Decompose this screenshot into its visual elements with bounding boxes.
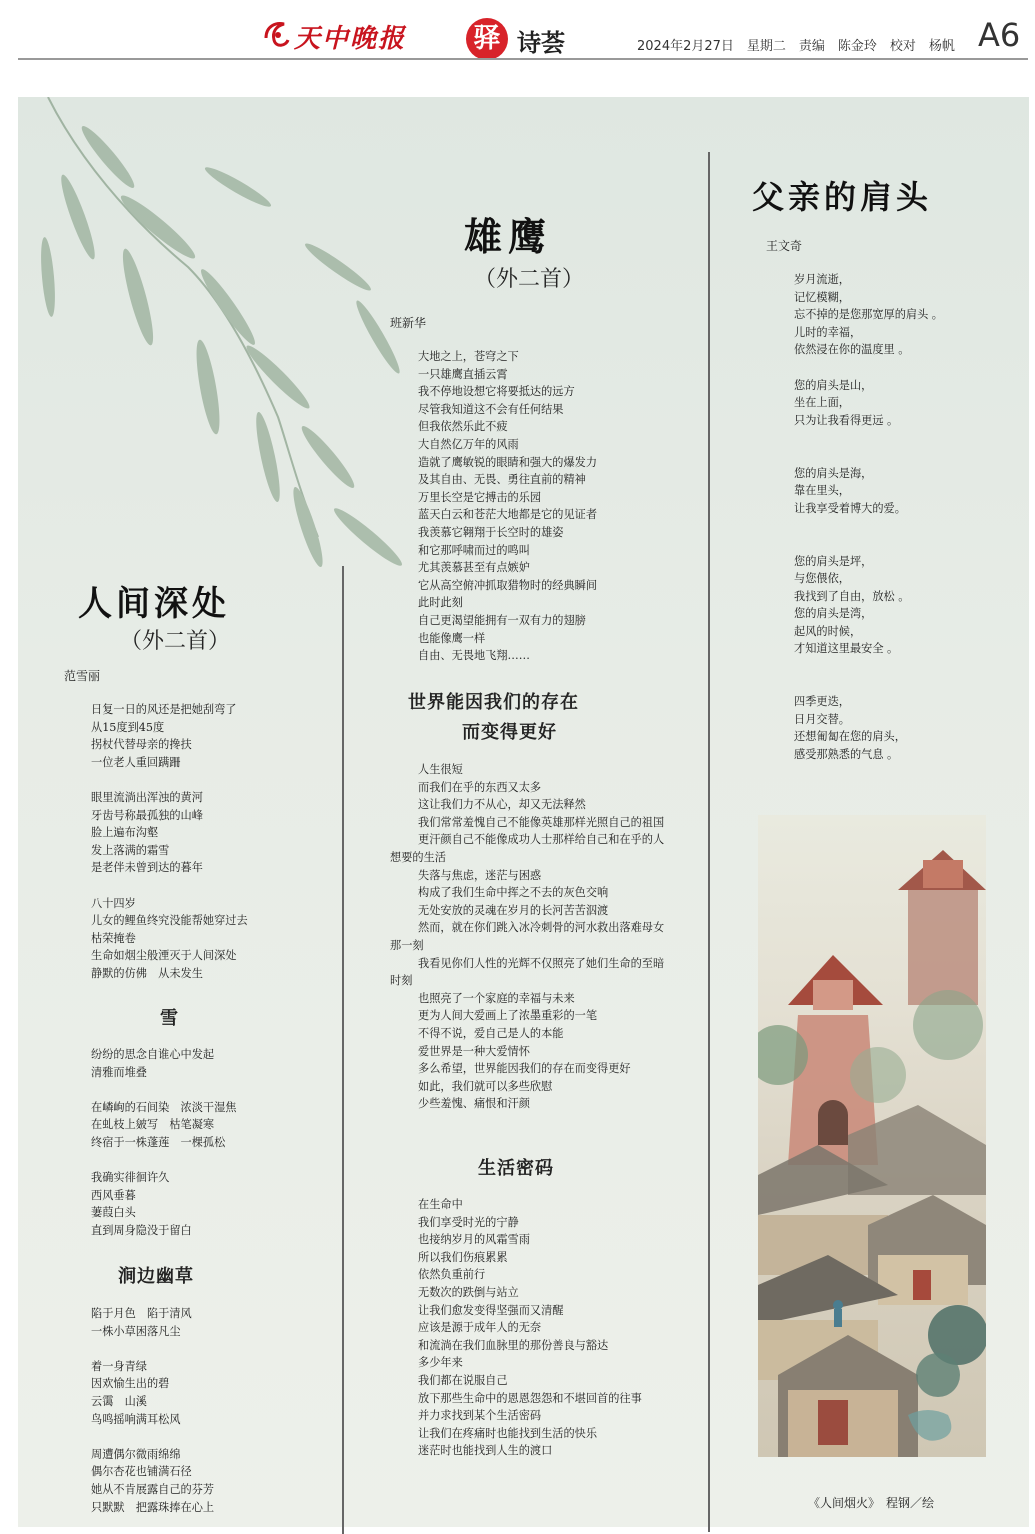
poem-line: 和流淌在我们血脉里的那份善良与豁达 bbox=[418, 1338, 609, 1352]
painting-artwork bbox=[758, 815, 986, 1457]
poem-body-father bbox=[794, 271, 943, 764]
poem-line: 西风垂暮 bbox=[91, 1188, 136, 1202]
poem-title-life-code: 生活密码 bbox=[478, 1158, 554, 1179]
poem-line: 不得不说，爱自己是人的本能 bbox=[418, 1026, 564, 1040]
poem-line: 忘不掉的是您那宽厚的肩头 。 bbox=[794, 308, 943, 322]
poem-line: 我找到了自由，放松 。 bbox=[794, 589, 910, 603]
newspaper-logo-icon bbox=[262, 18, 292, 52]
poem-line: 只为让我看得更远 。 bbox=[794, 413, 899, 427]
poem-line: 更为人间大爱画上了浓墨重彩的一笔 bbox=[418, 1009, 598, 1023]
poem-line: 拐杖代替母亲的搀扶 bbox=[91, 738, 192, 752]
poem-line: 依然负重前行 bbox=[418, 1268, 486, 1282]
bamboo-leaves-decoration bbox=[18, 97, 438, 657]
poem-line: 陷于月色 陷于清风 bbox=[91, 1307, 192, 1320]
poem-line: 造就了鹰敏锐的眼睛和强大的爆发力 bbox=[418, 455, 598, 469]
poem-body-left-2 bbox=[91, 1046, 236, 1240]
stanza-break bbox=[794, 517, 943, 535]
poem-line: 周遭偶尔微雨绵绵 bbox=[91, 1447, 181, 1461]
poem-line: 自由、无畏地飞翔…… bbox=[418, 649, 530, 663]
poem-line: 记忆模糊， bbox=[794, 290, 850, 304]
poem-title-grass: 涧边幽草 bbox=[118, 1266, 194, 1287]
poem-line: 眼里流淌出浑浊的黄河 bbox=[91, 790, 203, 804]
stanza-break bbox=[91, 1428, 214, 1446]
poem-line: 感受那熟悉的气息 。 bbox=[794, 748, 899, 762]
section-badge: 驿 bbox=[466, 18, 508, 60]
poem-title-left: 人间深处 bbox=[78, 584, 230, 624]
poem-line: 而我们在乎的东西又太多 bbox=[418, 780, 542, 794]
poem-line: 让我们愈发变得坚强而又清醒 bbox=[418, 1303, 564, 1317]
poem-line: 爱世界是一种大爱情怀 bbox=[418, 1044, 530, 1058]
poem-line: 着一身青绿 bbox=[91, 1359, 147, 1373]
poem-title-world-line1: 世界能因我们的存在 bbox=[408, 692, 579, 713]
poem-line: 岁月流逝， bbox=[794, 273, 850, 286]
poem-line: 多少年来 bbox=[418, 1356, 463, 1370]
page-header bbox=[0, 0, 1035, 70]
poem-line: 但我依然乐此不疲 bbox=[418, 420, 508, 434]
poem-line: 日复一日的风还是把她刮弯了 bbox=[91, 703, 237, 716]
poem-line: 生命如烟尘般湮灭于人间深处 bbox=[91, 949, 237, 963]
poem-line: 多么希望，世界能因我们的存在而变得更好 bbox=[418, 1062, 631, 1076]
poem-subtitle-left: （外二首） bbox=[120, 629, 231, 654]
poem-line: 我羡慕它翱翔于长空时的雄姿 bbox=[418, 525, 564, 539]
poem-line: 您的肩头是山， bbox=[794, 378, 873, 392]
stanza-break bbox=[91, 877, 248, 895]
poem-line: 她从不肯展露自己的芬芳 bbox=[91, 1482, 215, 1496]
poem-line: 无处安放的灵魂在岁月的长河苦苦泅渡 bbox=[418, 903, 609, 917]
poem-line: 放下那些生命中的恩恩怨怨和不堪回首的往事 bbox=[418, 1391, 642, 1405]
painting-caption: 《人间烟火》 程钢／绘 bbox=[808, 1496, 935, 1510]
poem-line: 然而，就在你们跳入冰冷刺骨的河水救出落难母女那一刻 bbox=[390, 921, 665, 952]
poem-line: 构成了我们生命中挥之不去的灰色交响 bbox=[418, 886, 609, 900]
poem-title-world-line2: 而变得更好 bbox=[462, 722, 557, 743]
poem-line: 尤其羡慕甚至有点嫉妒 bbox=[418, 561, 530, 575]
poem-line: 一株小草困落凡尘 bbox=[91, 1324, 181, 1338]
poem-line: 才知道这里最安全 。 bbox=[794, 642, 899, 656]
column-divider-right bbox=[708, 152, 710, 1532]
poem-body-left-3 bbox=[91, 1305, 214, 1516]
poem-line: 纷纷的思念自谁心中发起 bbox=[91, 1048, 215, 1061]
poem-line: 少些羞愧、痛恨和汗颜 bbox=[418, 1097, 530, 1111]
poem-body-left-1 bbox=[91, 701, 248, 983]
poem-line: 万里长空是它搏击的乐园 bbox=[418, 490, 542, 504]
poem-line: 尽管我知道这不会有任何结果 bbox=[418, 402, 564, 416]
poem-line: 我不停地设想它将要抵达的远方 bbox=[418, 385, 575, 399]
poem-line: 您的肩头是湾， bbox=[794, 607, 873, 621]
poem-line: 靠在里头， bbox=[794, 484, 850, 498]
author-middle: 班新华 bbox=[390, 316, 427, 330]
poem-line: 也能像鹰一样 bbox=[418, 631, 486, 645]
poem-line: 终宿于一株蓬莲 一棵孤松 bbox=[91, 1135, 226, 1149]
poem-line: 更汗颜自己不能像成功人士那样给自己和在乎的人想要的生活 bbox=[390, 833, 665, 864]
poem-line: 及其自由、无畏、勇往直前的精神 bbox=[418, 473, 586, 487]
header-divider bbox=[18, 58, 1028, 60]
poem-line: 还想匍匐在您的肩头， bbox=[794, 730, 906, 744]
poem-line: 萋葭白头 bbox=[91, 1206, 136, 1220]
author-right: 王文奇 bbox=[766, 239, 803, 253]
poem-line: 蓝天白云和苍茫大地都是它的见证者 bbox=[418, 508, 598, 522]
poem-line: 迷茫时也能找到人生的渡口 bbox=[418, 1444, 553, 1458]
poem-line: 静默的仿佛 从未发生 bbox=[91, 966, 203, 980]
poem-line: 与您偎依， bbox=[794, 572, 850, 586]
poem-line: 枯荣掩卷 bbox=[91, 931, 136, 945]
poem-line: 在虬枝上皴写 枯笔凝寒 bbox=[91, 1118, 215, 1132]
poem-line: 和它那呼啸而过的鸣叫 bbox=[418, 543, 530, 557]
poem-line: 人生很短 bbox=[418, 763, 463, 776]
poem-line: 偶尔杏花也铺满石径 bbox=[91, 1465, 192, 1479]
poem-line: 我看见你们人性的光辉不仅照亮了她们生命的至暗时刻 bbox=[390, 956, 665, 988]
poem-line: 从15度到45度 bbox=[91, 720, 165, 734]
stanza-break bbox=[91, 1152, 236, 1170]
poem-line: 您的肩头是海， bbox=[794, 466, 873, 480]
poem-line: 它从高空俯冲抓取猎物时的经典瞬间 bbox=[418, 578, 598, 592]
poem-line: 这让我们力不从心，却又无法释然 bbox=[418, 798, 586, 812]
poem-line: 发上落满的霜雪 bbox=[91, 843, 170, 857]
poem-line: 我们都在说服自己 bbox=[418, 1373, 508, 1387]
column-divider-left bbox=[342, 566, 344, 1534]
poem-title-eagle: 雄鹰 bbox=[464, 214, 553, 259]
painting-illustration bbox=[758, 815, 986, 1457]
poem-line: 儿女的鲤鱼终究没能帮她穿过去 bbox=[91, 914, 248, 928]
poem-line: 脸上遍布沟壑 bbox=[91, 826, 159, 840]
stanza-break bbox=[794, 447, 943, 465]
poem-line: 自己更渴望能拥有一双有力的翅膀 bbox=[418, 613, 586, 627]
poem-line: 在嶙峋的石间染 浓淡干湿焦 bbox=[91, 1100, 237, 1114]
stanza-break bbox=[794, 429, 943, 447]
stanza-break bbox=[91, 1081, 236, 1099]
poem-line: 让我们在疼痛时也能找到生活的快乐 bbox=[418, 1426, 598, 1440]
poem-line: 也照亮了一个家庭的幸福与未来 bbox=[418, 991, 575, 1005]
stanza-break bbox=[794, 658, 943, 676]
poem-title-snow: 雪 bbox=[160, 1008, 179, 1029]
poem-line: 四季更迭， bbox=[794, 695, 850, 709]
poem-body-eagle bbox=[418, 348, 597, 665]
poem-line: 如此，我们就可以多些欣慰 bbox=[418, 1079, 553, 1093]
poem-line: 所以我们伤痕累累 bbox=[418, 1250, 508, 1264]
poem-line: 只默默 把露珠捧在心上 bbox=[91, 1500, 215, 1514]
stanza-break bbox=[794, 535, 943, 553]
poem-line: 大地之上，苍穹之下 bbox=[418, 350, 519, 363]
stanza-break bbox=[91, 771, 248, 789]
poem-subtitle-eagle: （外二首） bbox=[474, 267, 585, 292]
stanza-break bbox=[794, 676, 943, 694]
poem-line: 清雅而堆叠 bbox=[91, 1065, 147, 1079]
page-number: A6 bbox=[978, 16, 1021, 54]
poem-line: 让我享受着博大的爱。 bbox=[794, 501, 906, 515]
poem-line: 失落与焦虑，迷茫与困惑 bbox=[418, 868, 542, 882]
poem-line: 坐在上面， bbox=[794, 396, 850, 410]
poem-line: 我确实徘徊许久 bbox=[91, 1171, 170, 1185]
poem-line: 应该是源于成年人的无奈 bbox=[418, 1321, 542, 1335]
poem-line: 我们常常羞愧自己不能像英雄那样光照自己的祖国 bbox=[418, 815, 665, 829]
poem-line: 我们享受时光的宁静 bbox=[418, 1215, 519, 1229]
poem-title-father: 父亲的肩头 bbox=[752, 178, 933, 216]
poem-line: 起风的时候， bbox=[794, 624, 862, 638]
poem-line: 八十四岁 bbox=[91, 896, 136, 910]
poem-line: 儿时的幸福， bbox=[794, 325, 862, 339]
poem-line: 日月交替。 bbox=[794, 712, 850, 726]
poem-line: 云霭 山溪 bbox=[91, 1394, 147, 1408]
author-left: 范雪丽 bbox=[64, 669, 101, 683]
issue-meta: 2024年2月27日 星期二 责编 陈金玲 校对 杨帆 bbox=[637, 39, 955, 54]
poem-line: 直到周身隐没于留白 bbox=[91, 1223, 192, 1237]
poem-line: 也接纳岁月的风霜雪雨 bbox=[418, 1233, 530, 1247]
poem-line: 并力求找到某个生活密码 bbox=[418, 1409, 542, 1423]
poem-line: 在生命中 bbox=[418, 1198, 463, 1211]
poem-line: 因欢愉生出的碧 bbox=[91, 1377, 170, 1391]
poem-line: 是老伴未曾到达的暮年 bbox=[91, 861, 203, 875]
section-name: 诗荟 bbox=[517, 29, 565, 57]
poem-line: 您的肩头是坪， bbox=[794, 554, 873, 568]
newspaper-brand: 天中晚报 bbox=[294, 24, 407, 54]
stanza-break bbox=[91, 1340, 214, 1358]
poem-line: 一位老人重回蹒跚 bbox=[91, 755, 181, 769]
poem-line: 此时此刻 bbox=[418, 596, 463, 610]
poem-line: 鸟鸣摇响满耳松风 bbox=[91, 1412, 181, 1426]
poem-line: 无数次的跌倒与站立 bbox=[418, 1285, 519, 1299]
poem-body-life-code bbox=[390, 1196, 668, 1460]
poem-line: 依然浸在你的温度里 。 bbox=[794, 343, 910, 357]
poem-body-world bbox=[390, 761, 668, 1113]
poem-line: 一只雄鹰直插云霄 bbox=[418, 367, 508, 381]
poem-line: 大自然亿万年的风雨 bbox=[418, 437, 519, 451]
stanza-break bbox=[794, 359, 943, 377]
poem-line: 牙齿号称最孤独的山峰 bbox=[91, 808, 203, 822]
